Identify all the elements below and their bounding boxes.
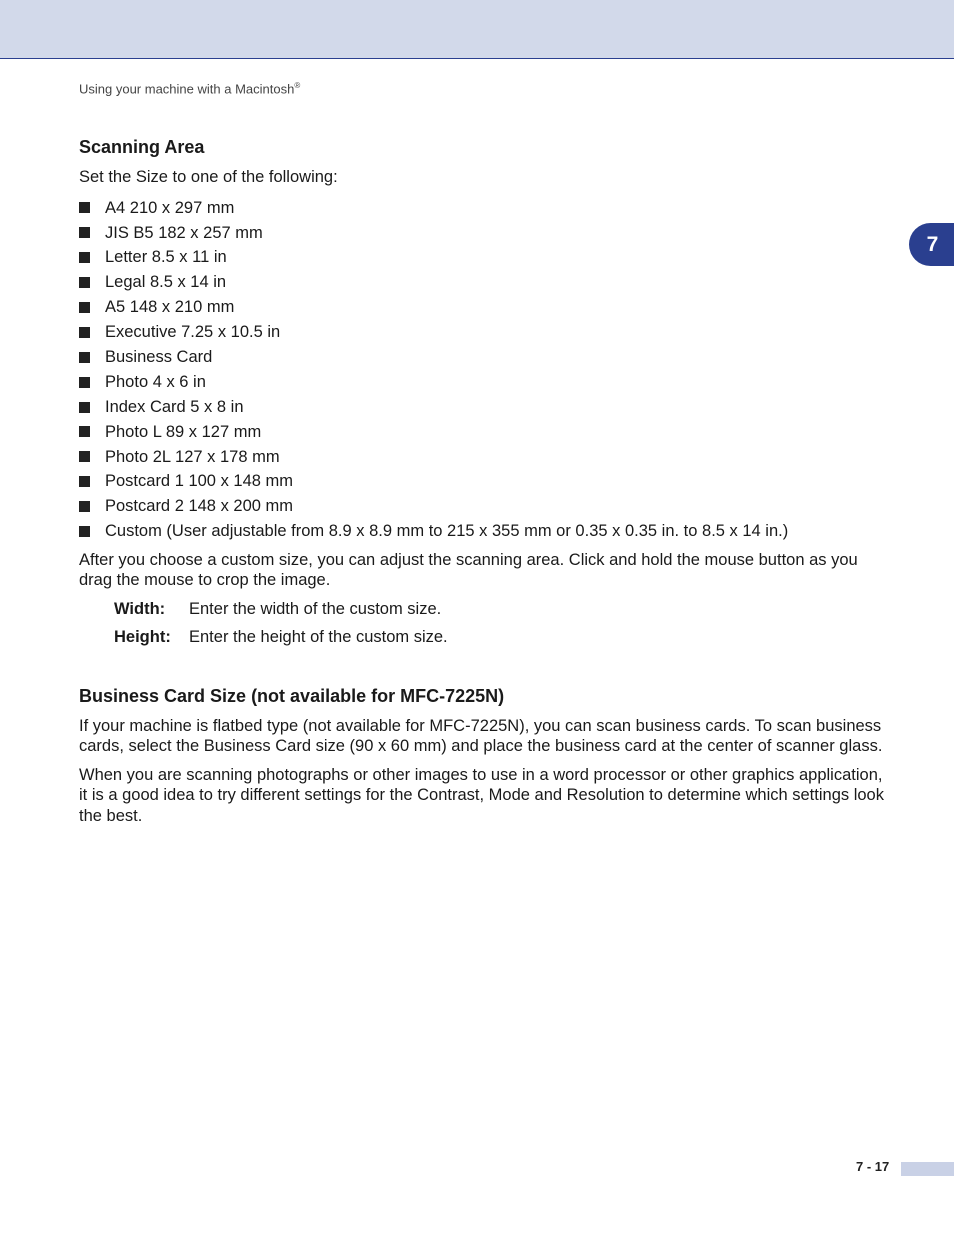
page-content <box>79 136 891 834</box>
list-item <box>79 320 891 345</box>
definition-desc: Enter the width of the custom size. <box>189 599 442 618</box>
list-item <box>79 270 891 295</box>
section-heading-scanning-area: Scanning Area <box>79 137 205 157</box>
square-bullet-icon <box>79 227 90 238</box>
list-item <box>79 395 891 420</box>
section-heading-business-card: Business Card Size (not available for MFC-7225N) <box>79 685 505 706</box>
list-item <box>79 420 891 445</box>
footer-bar <box>901 1162 954 1176</box>
header-band <box>0 0 954 59</box>
list-item-text: Photo 2L 127 x 178 mm <box>105 447 280 466</box>
list-item-text: Business Card <box>105 348 213 367</box>
registered-mark: ® <box>294 81 301 90</box>
list-item-text: Executive 7.25 x 10.5 in <box>105 323 281 342</box>
list-item <box>79 444 891 469</box>
list-item-text: Legal 8.5 x 14 in <box>105 273 227 292</box>
square-bullet-icon <box>79 277 90 288</box>
square-bullet-icon <box>79 501 90 512</box>
list-item-text: Letter 8.5 x 11 in <box>105 248 227 267</box>
list-item <box>79 469 891 494</box>
definition-desc: Enter the height of the custom size. <box>189 627 448 646</box>
square-bullet-icon <box>79 202 90 213</box>
square-bullet-icon <box>79 327 90 338</box>
list-item-text: Photo L 89 x 127 mm <box>105 422 262 441</box>
size-list <box>79 196 891 544</box>
scanning-area-intro: Set the Size to one of the following: <box>79 168 338 186</box>
square-bullet-icon <box>79 526 90 537</box>
list-item <box>79 245 891 270</box>
list-item <box>79 370 891 395</box>
square-bullet-icon <box>79 377 90 388</box>
square-bullet-icon <box>79 252 90 263</box>
square-bullet-icon <box>79 451 90 462</box>
list-item-text: A4 210 x 297 mm <box>105 198 235 217</box>
running-header-text: Using your machine with a Macintosh <box>79 81 295 97</box>
running-header <box>79 81 300 96</box>
definition-width <box>114 599 891 620</box>
list-item-text: Index Card 5 x 8 in <box>105 397 244 416</box>
list-item <box>79 519 891 544</box>
square-bullet-icon <box>79 302 90 313</box>
square-bullet-icon <box>79 402 90 413</box>
list-item <box>79 295 891 320</box>
page-number: 7 - 17 <box>856 1159 890 1174</box>
list-item-text: Postcard 2 148 x 200 mm <box>105 497 294 516</box>
business-card-paragraph-2: When you are scanning photographs or other images to use in a word processor or other graphics application, it is a good idea to try different settings for the Contrast, Mode and Resolution to determine which settings look the best. <box>79 765 884 825</box>
definition-term: Width: <box>114 599 166 618</box>
chapter-number: 7 <box>926 232 939 256</box>
square-bullet-icon <box>79 352 90 363</box>
definition-height <box>114 627 891 648</box>
list-item-text: Photo 4 x 6 in <box>105 372 206 391</box>
list-item <box>79 494 891 519</box>
definition-term: Height: <box>114 627 171 646</box>
list-item <box>79 220 891 245</box>
list-item-text: A5 148 x 210 mm <box>105 298 235 317</box>
square-bullet-icon <box>79 476 90 487</box>
list-item-text: JIS B5 182 x 257 mm <box>105 223 263 242</box>
business-card-paragraph-1: If your machine is flatbed type (not available for MFC-7225N), you can scan business cards. To scan business cards, select the Business Card size (90 x 60 mm) and place the business card at the center of scanner glass. <box>79 716 883 756</box>
list-item <box>79 196 891 221</box>
chapter-tab <box>909 223 954 266</box>
square-bullet-icon <box>79 426 90 437</box>
list-item <box>79 345 891 370</box>
section-spacer <box>79 655 891 685</box>
list-item-text: Custom (User adjustable from 8.9 x 8.9 mm to 215 x 355 mm or 0.35 x 0.35 in. to 8.5 x 14 in.) <box>105 522 789 541</box>
list-item-text: Postcard 1 100 x 148 mm <box>105 472 294 491</box>
custom-size-note: After you choose a custom size, you can adjust the scanning area. Click and hold the mouse button as you drag the mouse to crop the image. <box>79 550 858 590</box>
